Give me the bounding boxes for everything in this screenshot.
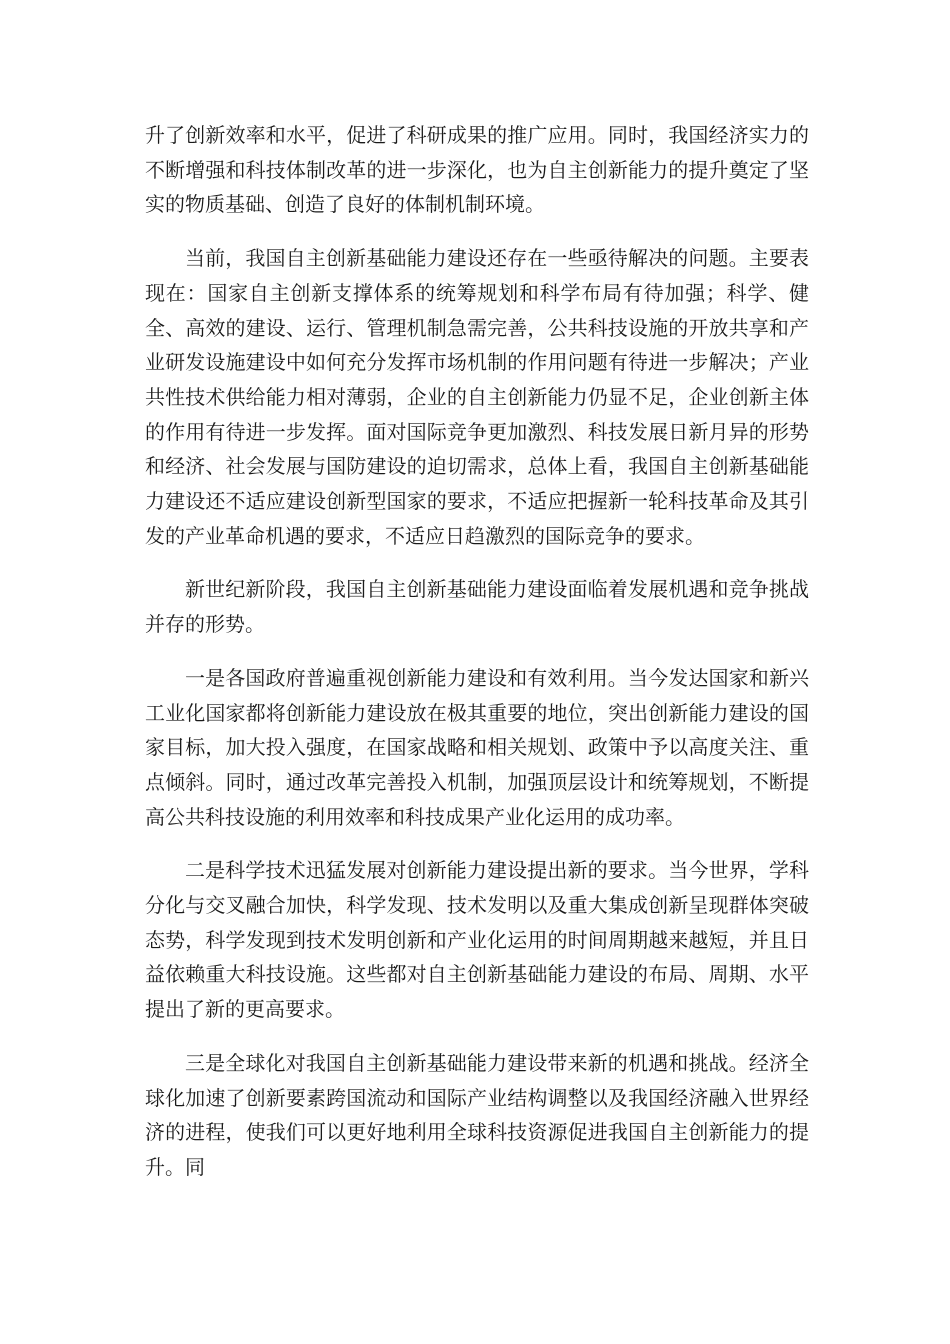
paragraph-current-problems: 当前，我国自主创新基础能力建设还存在一些亟待解决的问题。主要表现在：国家自主创新支撑体系的统筹规划和科学布局有待加强；科学、健全、高效的建设、运行、管理机制急需完善，公共科技设施的开放共享和产业研发设施建设中如何充分发挥市场机制的作用问题有待进一步解决；产业共性技术供给能力相对薄弱，企业的自主创新能力仍显不足，企业创新主体的作用有待进一步发挥。面对国际竞争更加激烈、科技发展日新月异的形势和经济、社会发展与国防建设的迫切需求，总体上看，我国自主创新基础能力建设还不适应建设创新型国家的要求，不适应把握新一轮科技革命及其引发的产业革命机遇的要求，不适应日趋激烈的国际竞争的要求。 — [145, 246, 809, 548]
paragraph-point-one: 一是各国政府普遍重视创新能力建设和有效利用。当今发达国家和新兴工业化国家都将创新能力建设放在极其重要的地位，突出创新能力建设的国家目标，加大投入强度，在国家战略和相关规划、政策中予以高度关注、重点倾斜。同时，通过改革完善投入机制，加强顶层设计和统筹规划，不断提高公共科技设施的利用效率和科技成果产业化运用的成功率。 — [145, 665, 809, 829]
paragraph-continuation: 升了创新效率和水平，促进了科研成果的推广应用。同时，我国经济实力的不断增强和科技体制改革的进一步深化，也为自主创新能力的提升奠定了坚实的物质基础、创造了良好的体制机制环境。 — [145, 123, 809, 217]
document-body — [145, 118, 809, 1185]
paragraph-point-two: 二是科学技术迅猛发展对创新能力建设提出新的要求。当今世界，学科分化与交叉融合加快，科学发现、技术发明以及重大集成创新呈现群体突破态势，科学发现到技术发明创新和产业化运用的时间周期越来越短，并且日益依赖重大科技设施。这些都对自主创新基础能力建设的布局、周期、水平提出了新的更高要求。 — [145, 858, 809, 1022]
paragraph-new-stage: 新世纪新阶段，我国自主创新基础能力建设面临着发展机遇和竞争挑战并存的形势。 — [145, 577, 809, 637]
paragraph-point-three: 三是全球化对我国自主创新基础能力建设带来新的机遇和挑战。经济全球化加速了创新要素跨国流动和国际产业结构调整以及我国经济融入世界经济的进程，使我们可以更好地利用全球科技资源促进我国自主创新能力的提升。同 — [145, 1050, 809, 1179]
